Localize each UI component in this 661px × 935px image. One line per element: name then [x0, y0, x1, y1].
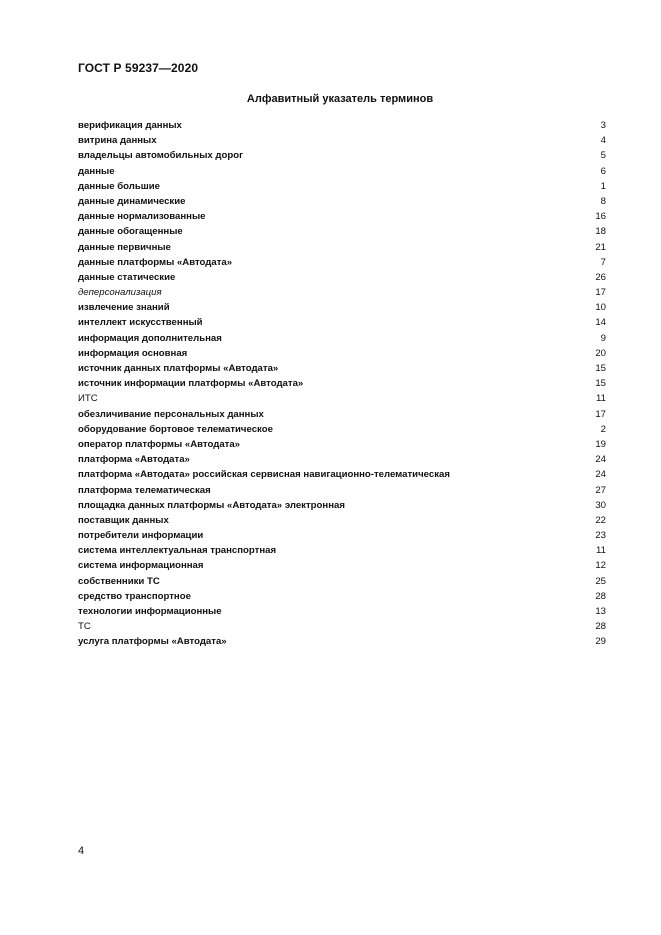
- index-entry-term: деперсонализация: [78, 287, 162, 299]
- index-entry-term: площадка данных платформы «Автодата» электронная: [78, 499, 345, 511]
- index-entry-term: владельцы автомобильных дорог: [78, 150, 244, 162]
- index-entry-term: платформа «Автодата»: [78, 454, 190, 466]
- index-entry-page: 29: [595, 636, 606, 648]
- index-entry: [78, 513, 606, 528]
- index-entry-term: данные: [78, 165, 115, 177]
- index-entry: [78, 422, 606, 437]
- index-entry-term: платформа «Автодата» российская сервисная навигационно-телематическая: [78, 469, 450, 481]
- index-entry-term: услуга платформы «Автодата»: [78, 636, 227, 648]
- index-entry-page: 19: [595, 438, 606, 450]
- index-entry-page: 28: [595, 621, 606, 633]
- index-entry-page: 24: [595, 469, 606, 481]
- index-entry: [78, 361, 606, 376]
- index-entry-page: 2: [600, 423, 606, 435]
- index-entry: [78, 589, 606, 604]
- index-entry-term: информация дополнительная: [78, 332, 222, 344]
- index-entry-term: система интеллектуальная транспортная: [78, 545, 277, 557]
- index-entry: [78, 209, 606, 224]
- index-entry-term: информация основная: [78, 347, 188, 359]
- index-entry-term: извлечение знаний: [78, 302, 170, 314]
- index-entry-page: 28: [595, 590, 606, 602]
- index-entry-page: 15: [595, 363, 606, 374]
- index-entry: [78, 331, 606, 346]
- index-entry-page: 26: [595, 271, 606, 283]
- index-entry-page: 11: [596, 545, 606, 557]
- index-entry-term: витрина данных: [78, 135, 157, 147]
- index-entry-page: 18: [595, 226, 606, 238]
- index-entry: [78, 437, 606, 452]
- index-entry: [78, 407, 606, 422]
- index-entry-page: 12: [595, 560, 606, 572]
- index-entry-term: данные платформы «Автодата»: [78, 256, 233, 268]
- index-entry: [78, 240, 606, 255]
- index-entry: [78, 619, 606, 634]
- index-entry-term: данные динамические: [78, 195, 186, 207]
- index-entry-page: 16: [595, 211, 606, 223]
- index-entry-page: 11: [596, 393, 606, 405]
- index-entry: [78, 604, 606, 619]
- index-entry-term: данные первичные: [78, 241, 171, 253]
- index-entry-page: 3: [600, 120, 606, 131]
- index-entry-term: данные статические: [78, 271, 176, 283]
- index-entry-term: система информационная: [78, 560, 204, 572]
- index-entry: [78, 376, 606, 391]
- index-entry-page: 7: [600, 256, 606, 268]
- index-entry-page: 30: [595, 499, 606, 511]
- index-entry-page: 15: [595, 378, 606, 390]
- index-entry-page: 1: [600, 180, 606, 192]
- index-entry: [78, 194, 606, 209]
- index-entry-page: 24: [595, 454, 606, 466]
- index-entry: [78, 467, 606, 482]
- index-entry: [78, 164, 606, 179]
- index-entry-term: источник информации платформы «Автодата»: [78, 378, 304, 390]
- index-entry-term: ИТС: [78, 393, 98, 405]
- index-entry-term: потребители информации: [78, 530, 204, 542]
- index-entry: [78, 224, 606, 239]
- index-entry: [78, 118, 606, 133]
- index-entry-term: источник данных платформы «Автодата»: [78, 363, 279, 374]
- index-entry: [78, 179, 606, 194]
- index-entry: [78, 498, 606, 513]
- index-entry-page: 17: [595, 408, 606, 420]
- index-entry: [78, 634, 606, 649]
- index-entry-page: 17: [595, 287, 606, 299]
- index-entry-term: оператор платформы «Автодата»: [78, 438, 241, 450]
- index-entry-term: платформа телематическая: [78, 484, 211, 496]
- index-entry-term: обезличивание персональных данных: [78, 408, 264, 420]
- index-entry-term: собственники ТС: [78, 575, 160, 587]
- term-index-list: [78, 118, 606, 650]
- index-entry: [78, 315, 606, 330]
- index-entry-page: 10: [595, 302, 606, 314]
- index-entry: [78, 543, 606, 558]
- index-entry-page: 6: [600, 165, 606, 177]
- index-entry-page: 4: [600, 135, 606, 147]
- index-entry: [78, 558, 606, 573]
- index-entry-page: 27: [595, 484, 606, 496]
- index-entry-page: 14: [595, 317, 606, 329]
- document-header-standard-code: ГОСТ Р 59237—2020: [78, 61, 199, 75]
- index-entry-term: поставщик данных: [78, 514, 169, 526]
- index-entry-term: данные обогащенные: [78, 226, 183, 238]
- index-entry: [78, 346, 606, 361]
- index-entry: [78, 483, 606, 498]
- index-entry-term: средство транспортное: [78, 590, 191, 602]
- index-entry-page: 21: [595, 241, 606, 253]
- index-entry-page: 22: [595, 514, 606, 526]
- index-entry: [78, 148, 606, 163]
- index-entry: [78, 574, 606, 589]
- index-entry-term: данные нормализованные: [78, 211, 206, 223]
- index-entry: [78, 300, 606, 315]
- index-entry-term: интеллект искусственный: [78, 317, 203, 329]
- index-entry: [78, 452, 606, 467]
- index-entry-page: 8: [600, 195, 606, 207]
- index-entry-page: 9: [600, 332, 606, 344]
- index-entry-term: верификация данных: [78, 120, 182, 131]
- index-entry-page: 25: [595, 575, 606, 587]
- index-entry: [78, 255, 606, 270]
- index-entry: [78, 133, 606, 148]
- index-entry-page: 23: [595, 530, 606, 542]
- index-entry: [78, 285, 606, 300]
- index-entry-page: 20: [595, 347, 606, 359]
- index-entry-term: оборудование бортовое телематическое: [78, 423, 273, 435]
- index-entry-term: технологии информационные: [78, 606, 222, 617]
- index-entry-page: 5: [600, 150, 606, 162]
- index-entry: [78, 270, 606, 285]
- index-entry-term: ТС: [78, 621, 91, 633]
- index-entry-page: 13: [595, 606, 606, 617]
- page-number: 4: [78, 845, 85, 857]
- index-entry: [78, 391, 606, 406]
- index-entry: [78, 528, 606, 543]
- index-entry-term: данные большие: [78, 180, 160, 192]
- index-title: Алфавитный указатель терминов: [246, 93, 434, 105]
